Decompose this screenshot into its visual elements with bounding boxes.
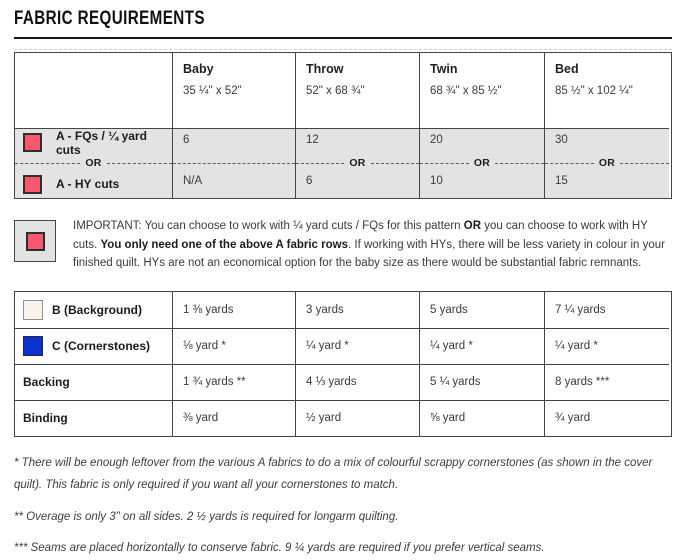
or-divider-throw-col — [295, 156, 419, 170]
header-cell-empty — [15, 53, 172, 129]
or-label: OR — [85, 157, 102, 169]
size-dimensions: 52" x 68 ¾" — [306, 85, 365, 97]
c-value-twin: ¼ yard * — [419, 328, 544, 364]
row-c-label-cell — [15, 328, 172, 364]
hy-row-label: A - HY cuts — [56, 177, 120, 191]
a-fabric-table — [14, 52, 672, 199]
fabric-a-swatch-icon — [26, 232, 45, 251]
important-note-text: IMPORTANT: You can choose to work with ¼ yard cuts / FQs for this pattern OR you can choose to work with HY cuts. You only need one of the above A fabric rows. If working with HYs, there will be less variety in colour in your finished quilt. HYs are not an economical option for the baby size as there would be substantial fabric remnants. — [73, 220, 665, 270]
footnote-seams: *** Seams are placed horizontally to conserve fabric. 9 ¼ yards are required if you prefer vertical seams. — [14, 542, 545, 555]
size-dimensions: 85 ½" x 102 ¼" — [555, 85, 633, 97]
divider-dash — [296, 163, 344, 164]
footnotes — [14, 452, 672, 560]
row-c-label: C (Cornerstones) — [52, 339, 151, 354]
or-divider-baby-col — [172, 156, 295, 170]
b-value-bed: 7 ¼ yards — [544, 292, 669, 328]
footnote-overage: ** Overage is only 3" on all sides. 2 ½ yards is required for longarm quilting. — [14, 510, 399, 523]
backing-value-bed: 8 yards *** — [544, 364, 669, 400]
b-value-throw: 3 yards — [295, 292, 419, 328]
or-divider-twin-col — [419, 156, 544, 170]
backing-value-baby: 1 ¾ yards ** — [172, 364, 295, 400]
or-divider-bed-col — [544, 156, 669, 170]
backing-value-twin: 5 ¼ yards — [419, 364, 544, 400]
fabric-b-swatch-icon — [23, 300, 43, 320]
header-cell-twin — [419, 53, 544, 129]
divider-dash — [495, 163, 544, 164]
size-dimensions: 68 ¾" x 85 ½" — [430, 85, 502, 97]
divider-dash — [545, 163, 594, 164]
fq-value-throw: 12 — [295, 129, 419, 156]
divider-dash — [371, 163, 419, 164]
size-name: Bed — [555, 62, 579, 76]
fq-value-baby: 6 — [172, 129, 295, 156]
header-cell-baby — [172, 53, 295, 129]
size-name: Twin — [430, 62, 458, 76]
fq-row-label-cell — [15, 129, 172, 156]
b-value-baby: 1 ⅜ yards — [172, 292, 295, 328]
hy-value-baby: N/A — [172, 170, 295, 198]
or-divider-label-col — [15, 156, 172, 170]
footnote-cornerstones: * There will be enough leftover from the various A fabrics to do a mix of colourful scrappy cornerstones (as shown in the cover quilt). This fabric is only required if you want all your cornerstones to match. — [14, 456, 653, 492]
hy-row-label-cell — [15, 170, 172, 198]
dashed-guide-line — [14, 49, 672, 50]
fabric-a-swatch-icon — [23, 175, 42, 194]
or-label: OR — [349, 157, 366, 169]
divider-dash — [107, 163, 172, 164]
header-cell-bed — [544, 53, 669, 129]
or-label: OR — [598, 157, 616, 169]
page-title: FABRIC REQUIREMENTS — [14, 8, 205, 29]
b-value-twin: 5 yards — [419, 292, 544, 328]
header-cell-throw — [295, 53, 419, 129]
backing-value-throw: 4 ⅓ yards — [295, 364, 419, 400]
row-binding-label: Binding — [23, 411, 68, 426]
fq-row-label: A - FQs / ¼ yard cuts — [56, 128, 147, 157]
c-value-bed: ¼ yard * — [544, 328, 669, 364]
fabric-a-legend-box — [14, 220, 56, 262]
fabric-c-swatch-icon — [23, 336, 43, 356]
hy-value-twin: 10 — [419, 170, 544, 198]
row-b-label: B (Background) — [52, 302, 142, 317]
binding-value-throw: ½ yard — [295, 400, 419, 436]
row-backing-label: Backing — [23, 375, 70, 390]
fq-value-bed: 30 — [544, 129, 669, 156]
size-name: Throw — [306, 62, 344, 76]
row-b-label-cell — [15, 292, 172, 328]
divider-dash — [620, 163, 669, 164]
title-underline — [14, 37, 672, 39]
hy-value-bed: 15 — [544, 170, 669, 198]
c-value-baby: ⅛ yard * — [172, 328, 295, 364]
divider-dash — [420, 163, 469, 164]
size-name: Baby — [183, 62, 214, 76]
divider-dash — [15, 163, 80, 164]
important-note — [14, 217, 672, 273]
or-label: OR — [473, 157, 491, 169]
fq-value-twin: 20 — [419, 129, 544, 156]
divider-dash — [173, 163, 295, 164]
binding-value-twin: ⅝ yard — [419, 400, 544, 436]
binding-value-baby: ⅜ yard — [172, 400, 295, 436]
row-backing-label-cell — [15, 364, 172, 400]
row-binding-label-cell — [15, 400, 172, 436]
c-value-throw: ¼ yard * — [295, 328, 419, 364]
fabric-a-swatch-icon — [23, 133, 42, 152]
binding-value-bed: ¾ yard — [544, 400, 669, 436]
other-fabrics-table — [14, 291, 672, 437]
hy-value-throw: 6 — [295, 170, 419, 198]
size-dimensions: 35 ¼" x 52" — [183, 85, 242, 97]
